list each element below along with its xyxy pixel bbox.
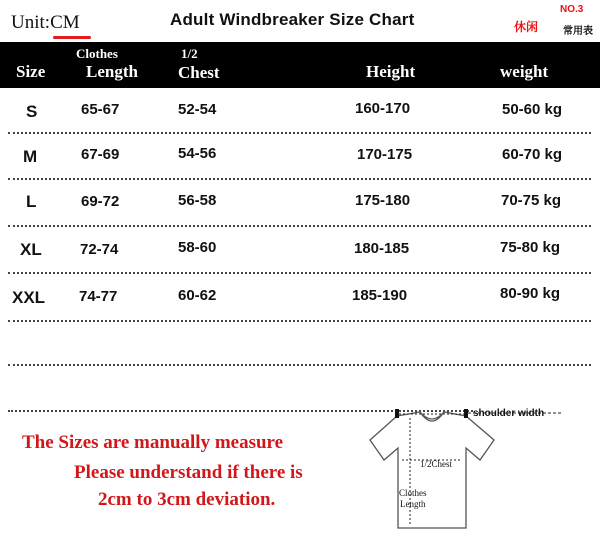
table-row — [0, 274, 600, 320]
length-label: Clothes Length — [399, 488, 427, 509]
cell-length: 69-72 — [81, 193, 120, 210]
cell-weight: 80-90 kg — [500, 285, 561, 302]
cell-weight: 50-60 kg — [502, 101, 563, 118]
cell-height: 160-170 — [355, 100, 411, 117]
note-line-2: Please understand if there is — [74, 462, 303, 483]
cell-height: 175-180 — [355, 192, 411, 209]
top-bar — [0, 0, 600, 42]
cell-chest: 58-60 — [178, 239, 217, 256]
unit-underline — [53, 36, 91, 39]
table-row — [0, 180, 600, 226]
cell-length: 67-69 — [81, 146, 120, 163]
row-divider — [8, 364, 591, 366]
column-header-chest-top: 1/2 — [181, 46, 198, 61]
cell-chest: 54-56 — [178, 145, 217, 162]
cell-size: S — [26, 102, 38, 121]
cell-size: XL — [20, 240, 42, 259]
table-header — [0, 42, 600, 88]
page-title: Adult Windbreaker Size Chart — [170, 10, 415, 29]
cell-height: 185-190 — [352, 287, 408, 304]
row-divider — [8, 320, 591, 322]
column-header-weight: weight — [500, 62, 549, 81]
note-line-1: The Sizes are manually measure — [22, 432, 284, 453]
table-row — [0, 227, 600, 273]
cell-chest: 56-58 — [178, 192, 217, 209]
cell-length: 72-74 — [80, 241, 119, 258]
column-header-height: Height — [366, 62, 416, 81]
number-tag: NO.3 — [560, 4, 584, 15]
cell-height: 170-175 — [357, 146, 413, 163]
cell-chest: 52-54 — [178, 101, 217, 118]
cell-height: 180-185 — [354, 240, 410, 257]
unit-label: Unit:CM — [11, 12, 80, 33]
cell-chest: 60-62 — [178, 287, 217, 304]
table-type-tag: 常用表 — [563, 26, 593, 37]
style-tag: 休闲 — [514, 20, 539, 34]
cell-size: XXL — [12, 288, 46, 307]
note-line-3: 2cm to 3cm deviation. — [98, 489, 276, 510]
tshirt-diagram — [362, 400, 600, 531]
cell-weight: 75-80 kg — [500, 239, 561, 256]
cell-size: L — [26, 192, 37, 211]
cell-size: M — [23, 147, 38, 166]
shoulder-width-label: shoulder width — [473, 408, 545, 419]
cell-weight: 70-75 kg — [501, 192, 562, 209]
table-row — [0, 134, 600, 180]
column-header-chest: Chest — [178, 63, 220, 82]
cell-length: 65-67 — [81, 101, 120, 118]
column-header-size: Size — [16, 62, 46, 81]
cell-length: 74-77 — [79, 288, 118, 305]
unit-value: CM — [50, 12, 80, 33]
column-header-length: Length — [86, 62, 138, 81]
chest-label: 1/2Chest — [420, 459, 453, 469]
tshirt-icon — [362, 400, 600, 531]
cell-weight: 60-70 kg — [502, 146, 563, 163]
table-row — [0, 88, 600, 134]
column-header-length-top: Clothes — [76, 46, 118, 61]
